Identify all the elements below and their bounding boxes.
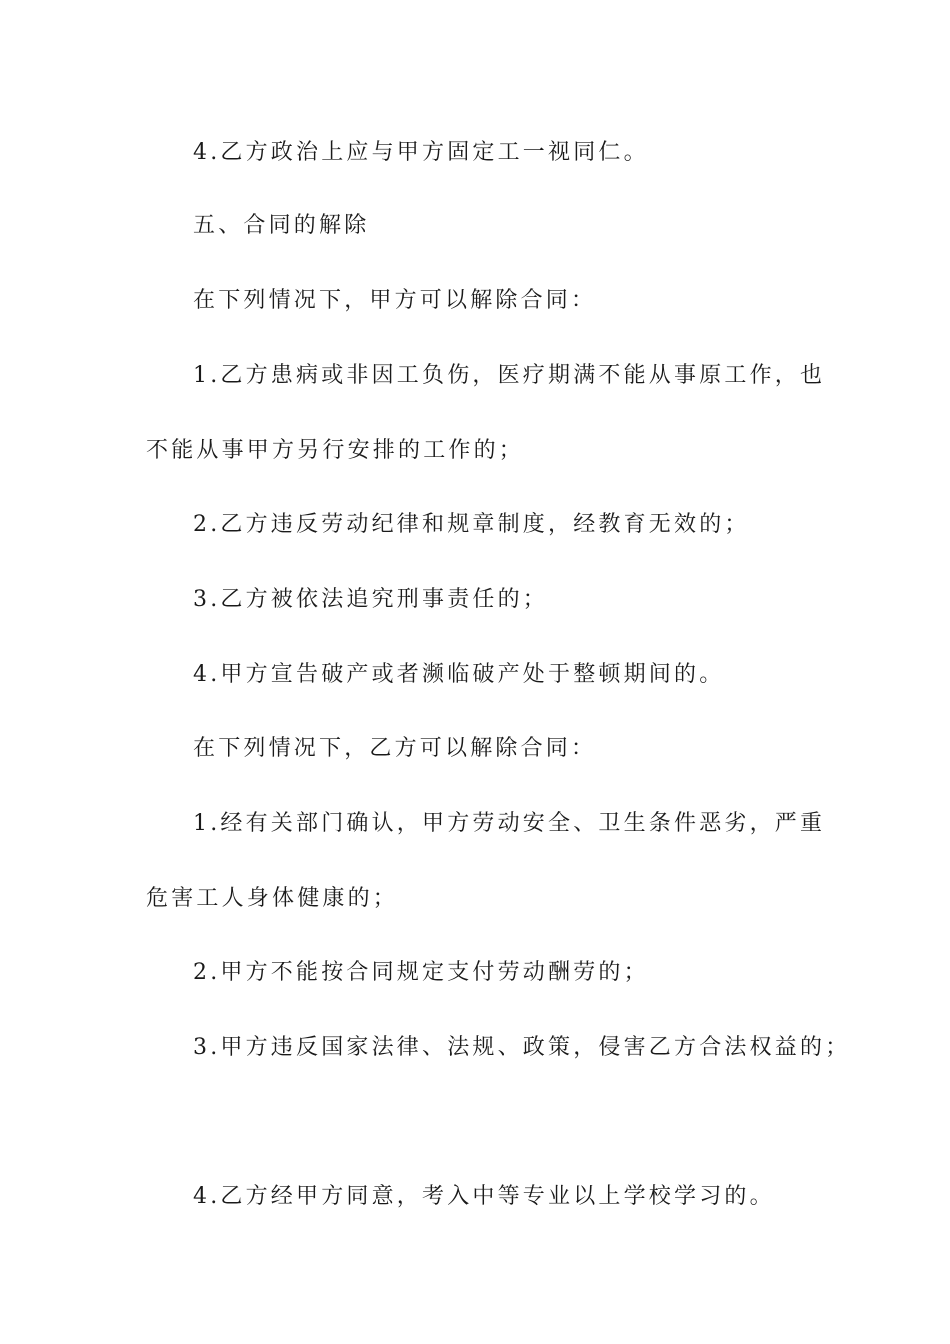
list-item-b3: 3.甲方违反国家法律、法规、政策，侵害乙方合法权益的； (193, 1035, 851, 1060)
section-heading-contract-termination: 五、合同的解除 (193, 213, 370, 238)
paragraph-party-b-may-terminate: 在下列情况下，乙方可以解除合同： (193, 736, 597, 761)
list-item-a1-line2: 不能从事甲方另行安排的工作的； (146, 438, 525, 463)
list-item-b1-line1: 1.经有关部门确认，甲方劳动安全、卫生条件恶劣，严重 (193, 811, 826, 836)
paragraph-equal-political-treatment: 4.乙方政治上应与甲方固定工一视同仁。 (193, 140, 649, 165)
list-item-b1-line2: 危害工人身体健康的； (146, 886, 399, 911)
list-item-b2: 2.甲方不能按合同规定支付劳动酬劳的； (193, 960, 649, 985)
list-item-a2: 2.乙方违反劳动纪律和规章制度，经教育无效的； (193, 512, 750, 537)
list-item-a1-line1: 1.乙方患病或非因工负伤，医疗期满不能从事原工作，也 (193, 363, 826, 388)
paragraph-party-a-may-terminate: 在下列情况下，甲方可以解除合同： (193, 288, 597, 313)
list-item-a4: 4.甲方宣告破产或者濒临破产处于整顿期间的。 (193, 662, 725, 687)
list-item-b4: 4.乙方经甲方同意，考入中等专业以上学校学习的。 (193, 1184, 775, 1209)
list-item-a3: 3.乙方被依法追究刑事责任的； (193, 587, 548, 612)
